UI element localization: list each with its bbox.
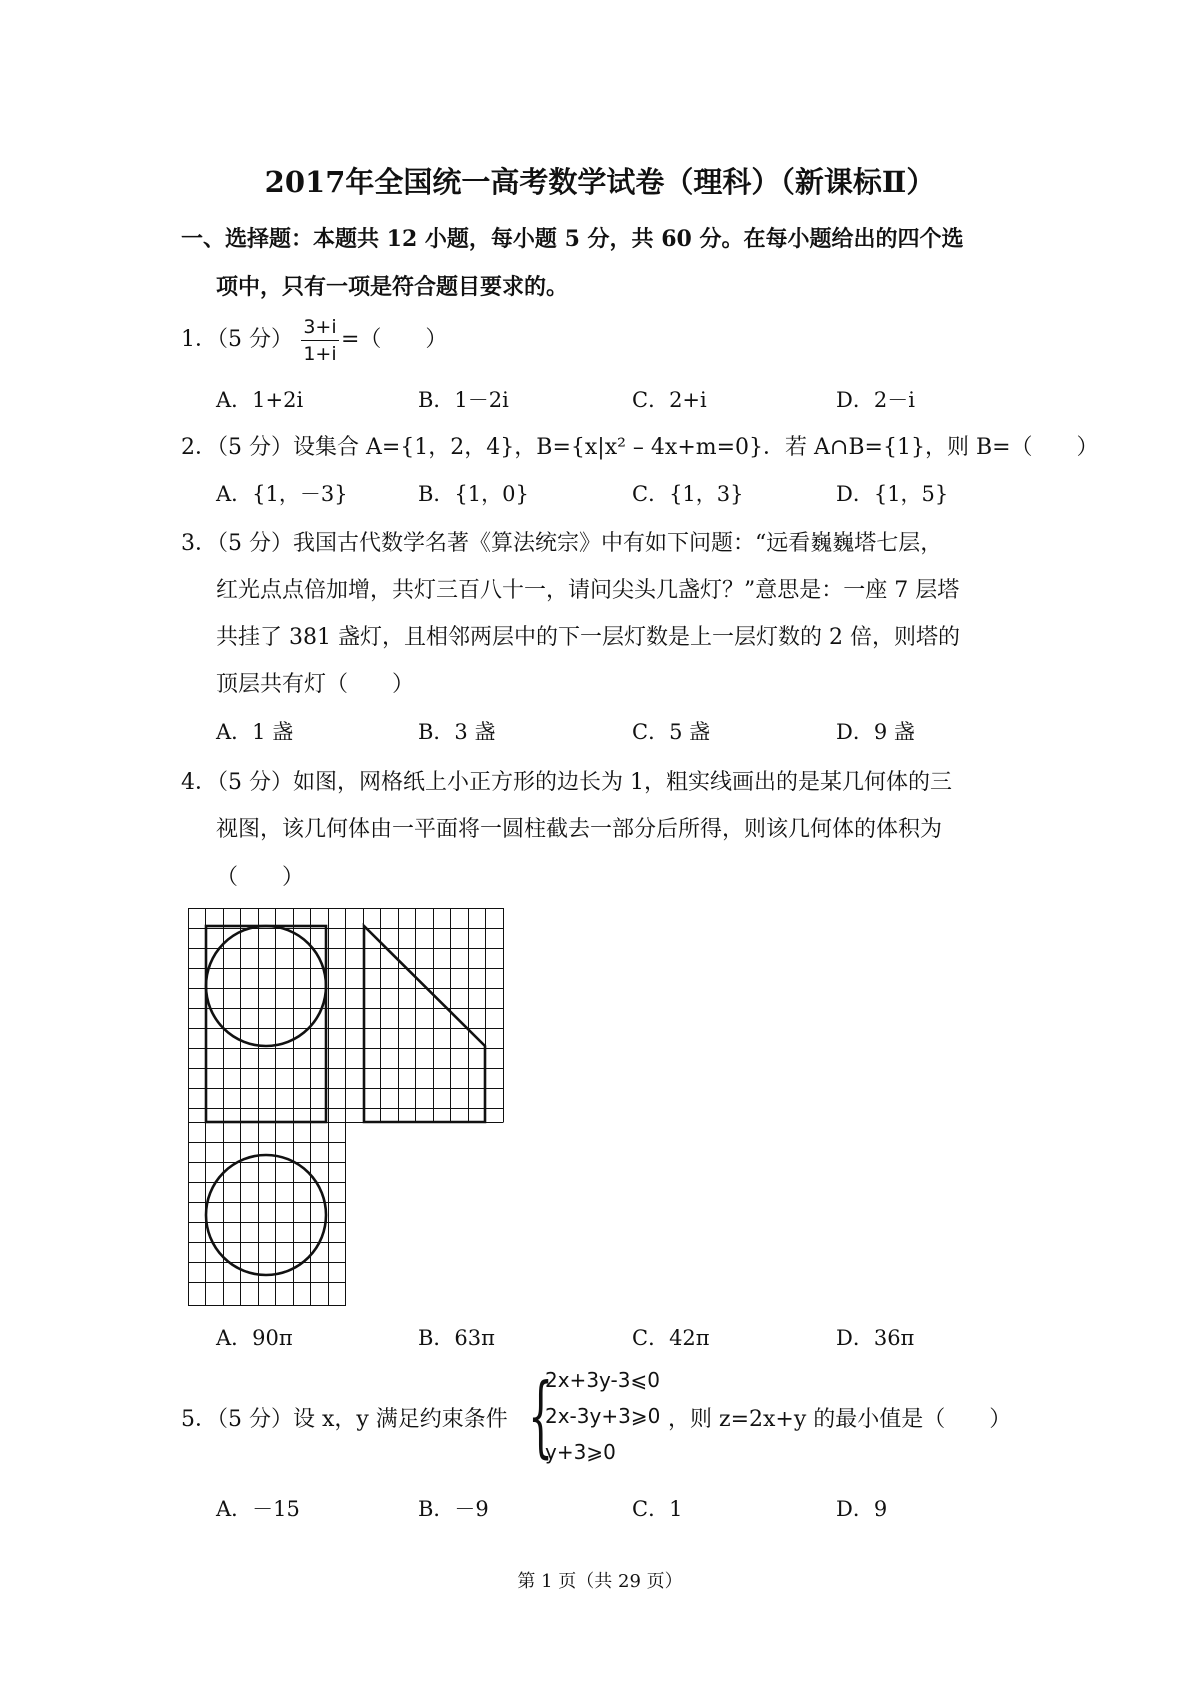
q3-option-c: C．5 盏 — [632, 720, 711, 744]
q5-suffix: ，则 z=2x+y 的最小值是（ ） — [668, 1407, 1012, 1432]
q1-numerator: 3+i — [301, 314, 339, 341]
q1-option-c: C．2+i — [632, 388, 707, 412]
page-title: 2017年全国统一高考数学试卷（理科）（新课标Ⅱ） — [264, 165, 936, 199]
q1-option-d: D．2－i — [836, 388, 915, 412]
q4-line3: （ ） — [216, 865, 305, 890]
q3-line2: 红光点点倍加增，共灯三百八十一，请问尖头几盏灯？”意思是：一座 7 层塔 — [216, 578, 960, 603]
three-view-figure — [188, 908, 504, 1306]
q4-line2: 视图，该几何体由一平面将一圆柱截去一部分后所得，则该几何体的体积为 — [216, 817, 943, 842]
q1-option-b: B．1－2i — [418, 388, 509, 412]
q2-option-b: B．{1，0} — [418, 482, 529, 506]
q1-denominator: 1+i — [303, 343, 337, 365]
q1-tail: =（ ） — [341, 327, 448, 352]
q4-option-d: D．36π — [836, 1326, 915, 1350]
figure-grid-lines — [189, 908, 504, 1306]
q1-fraction — [301, 314, 339, 367]
q5-prefix: 5．（5 分）设 x，y 满足约束条件 — [181, 1407, 508, 1432]
q5-constraint-3: y+3⩾0 — [545, 1440, 616, 1464]
q5-option-c: C．1 — [632, 1497, 683, 1521]
q5-option-b: B．－9 — [418, 1497, 489, 1521]
q2-option-c: C．{1，3} — [632, 482, 744, 506]
q4-option-c: C．42π — [632, 1326, 710, 1350]
q3-option-a: A．1 盏 — [216, 720, 294, 744]
q2-option-a: A．{1，－3} — [216, 482, 348, 506]
q3-line4: 顶层共有灯（ ） — [216, 672, 415, 697]
q5-option-a: A．－15 — [216, 1497, 300, 1521]
q5-option-d: D．9 — [836, 1497, 888, 1521]
q3-line3: 共挂了 381 盏灯，且相邻两层中的下一层灯数是上一层灯数的 2 倍，则塔的 — [216, 625, 960, 650]
q4-option-b: B．63π — [418, 1326, 495, 1350]
section-heading-line2: 项中，只有一项是符合题目要求的。 — [216, 274, 569, 300]
q3-line1: 3．（5 分）我国古代数学名著《算法统宗》中有如下问题：“远看巍巍塔七层， — [181, 531, 943, 556]
q2-option-d: D．{1，5} — [836, 482, 949, 506]
q3-option-d: D．9 盏 — [836, 720, 915, 744]
q5-constraint-1: 2x+3y-3⩽0 — [545, 1368, 660, 1392]
q1-number: 1．（5 分） — [181, 327, 293, 352]
q5-brace: { — [528, 1364, 554, 1467]
q1-option-a: A．1+2i — [216, 388, 304, 412]
q3-option-b: B．3 盏 — [418, 720, 496, 744]
section-heading-line1: 一、选择题：本题共 12 小题，每小题 5 分，共 60 分。在每小题给出的四个选 — [181, 226, 964, 252]
q4-option-a: A．90π — [216, 1326, 293, 1350]
side-view-outline — [364, 926, 485, 1122]
q5-constraint-2: 2x-3y+3⩾0 — [545, 1404, 661, 1428]
page-footer: 第 1 页（共 29 页） — [517, 1571, 683, 1592]
q4-line1: 4．（5 分）如图，网格纸上小正方形的边长为 1，粗实线画出的是某几何体的三 — [181, 770, 952, 795]
q2-stem: 2．（5 分）设集合 A={1，2，4}，B={x|x² – 4x+m=0}．若 A∩B={1}，则 B=（ ） — [181, 435, 1099, 460]
